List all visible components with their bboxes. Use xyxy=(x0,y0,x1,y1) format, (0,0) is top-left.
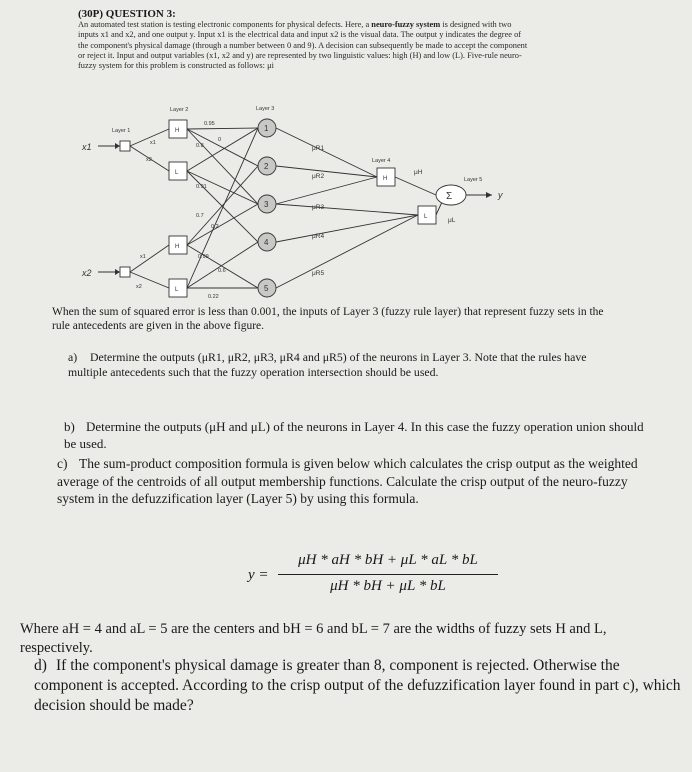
question-a-text: Determine the outputs (μR1, μR2, μR3, μR4 and μR5) of the neurons in Layer 3. Note that the rules have multiple antecedents such that the fuzzy operation intersection should be used. xyxy=(68,350,587,379)
layer1-node-x2 xyxy=(120,267,130,277)
layer4-node-h-label: H xyxy=(383,176,388,182)
weight-3: 0.8 xyxy=(196,143,204,149)
input-x2-label: x2 xyxy=(82,268,92,278)
question-d xyxy=(34,656,684,716)
layer1-label: Layer 1 xyxy=(112,128,131,134)
rule-node-5-label: 5 xyxy=(264,284,269,293)
layer2-node-l2-label: L xyxy=(175,287,179,293)
input-x2-arrowhead xyxy=(115,269,120,275)
after-figure-text: When the sum of squared error is less than 0.001, the inputs of Layer 3 (fuzzy rule layer) that represent fuzzy sets in the rule antecedents are given in the above figure. xyxy=(52,306,604,332)
rule-output-5: μR5 xyxy=(312,270,325,277)
layer1-node-x1 xyxy=(120,141,130,151)
question-intro xyxy=(78,20,528,71)
layer3-label: Layer 3 xyxy=(256,106,275,112)
where-text: Where aH = 4 and aL = 5 are the centers and bH = 6 and bL = 7 are the widths of fuzzy sets H and L, respectively. xyxy=(20,621,607,656)
question-a-label: a) xyxy=(68,350,78,364)
layer3-rule-nodes xyxy=(258,119,276,297)
edge-label-x2-b: x2 xyxy=(136,284,142,290)
formula-numerator: μH * aH * bH + μL * aL * bL xyxy=(298,552,478,568)
layer2-node-h1-label: H xyxy=(175,128,180,134)
mu-l-label: μL xyxy=(448,217,456,224)
question-b-text: Determine the outputs (μH and μL) of the neurons in Layer 4. In this case the fuzzy operation union should be used. xyxy=(64,419,644,451)
intro-bold: neuro-fuzzy system xyxy=(371,20,441,29)
layer2-node-l1-label: L xyxy=(175,170,179,176)
question-b-label: b) xyxy=(64,419,75,434)
mu-h-label: μH xyxy=(414,169,423,176)
weight-2: 0 xyxy=(218,137,222,143)
sigma-icon: Σ xyxy=(446,191,453,202)
question-title: (30P) QUESTION 3: xyxy=(78,8,176,20)
layer5-label: Layer 5 xyxy=(464,177,483,183)
rule-output-2: μR2 xyxy=(312,173,325,180)
input-x1-label: x1 xyxy=(82,142,92,152)
rule-output-3: μR3 xyxy=(312,204,325,211)
question-c-label: c) xyxy=(57,456,68,471)
weight-8: 0.6 xyxy=(218,268,226,274)
question-c xyxy=(57,455,657,508)
neuro-fuzzy-diagram xyxy=(80,98,550,304)
weight-5: 0.7 xyxy=(196,213,204,219)
rule-output-4: μR4 xyxy=(312,233,325,240)
edge-label-x1-b: x1 xyxy=(140,254,146,260)
weight-7: 0.99 xyxy=(198,254,209,260)
question-a xyxy=(68,350,628,380)
layer2-node-h2-label: H xyxy=(175,244,180,250)
formula-denominator: μH * bH + μL * bL xyxy=(330,578,446,594)
formula-lhs: y = xyxy=(248,567,269,583)
weight-1: 0.95 xyxy=(204,121,215,127)
weight-6: 0.2 xyxy=(211,224,219,230)
question-d-label: d) xyxy=(34,657,47,674)
edge-label-x2-a: x2 xyxy=(146,157,152,163)
rule-output-1: μR1 xyxy=(312,145,325,152)
input-x1-arrowhead xyxy=(115,143,120,149)
edge-label-x1-a: x1 xyxy=(150,140,156,146)
rule-node-4-label: 4 xyxy=(264,238,269,247)
intro-part-1: An automated test station is testing electronic components for physical defects. Here, a xyxy=(78,20,370,29)
question-d-text: If the component's physical damage is greater than 8, component is rejected. Otherwise the component is accepted. According to the crisp output of the defuzzification layer found in part c), which decision should be made? xyxy=(34,657,681,714)
rule-node-3-label: 3 xyxy=(264,200,269,209)
rule-node-2-label: 2 xyxy=(264,162,269,171)
weight-4: 0.91 xyxy=(196,184,207,190)
sum-product-formula xyxy=(248,552,508,600)
rule-node-1-label: 1 xyxy=(264,124,269,133)
output-y-label: y xyxy=(498,190,503,200)
layer4-node-l-label: L xyxy=(424,214,428,220)
layer4-label: Layer 4 xyxy=(372,158,391,164)
weight-9: 0.22 xyxy=(208,294,219,300)
formula-fraction-bar xyxy=(278,574,498,575)
output-arrowhead xyxy=(486,192,492,198)
intro-part-2: is designed with two inputs x1 and x2, and one output y. Input x1 is the electrical data and input x2 is the visual data. The output y indicates the degree of the component's physical damage (through a number between 0 and 9). A decision can subsequently be made to accept the component or reject it. Input and output variables (x1, x2 and y) are represented by two linguistic values: high (H) and low (L). Five-rule neuro-fuzzy system for this problem is constructed as follows: μi xyxy=(78,20,528,71)
question-b xyxy=(64,418,644,452)
question-c-text: The sum-product composition formula is given below which calculates the crisp output as the weighted average of the centroids of all output membership functions. Calculate the crisp output of the neuro-fuzzy system in the defuzzification layer (Layer 5) by using this formula. xyxy=(57,456,638,506)
layer2-label: Layer 2 xyxy=(170,107,189,113)
